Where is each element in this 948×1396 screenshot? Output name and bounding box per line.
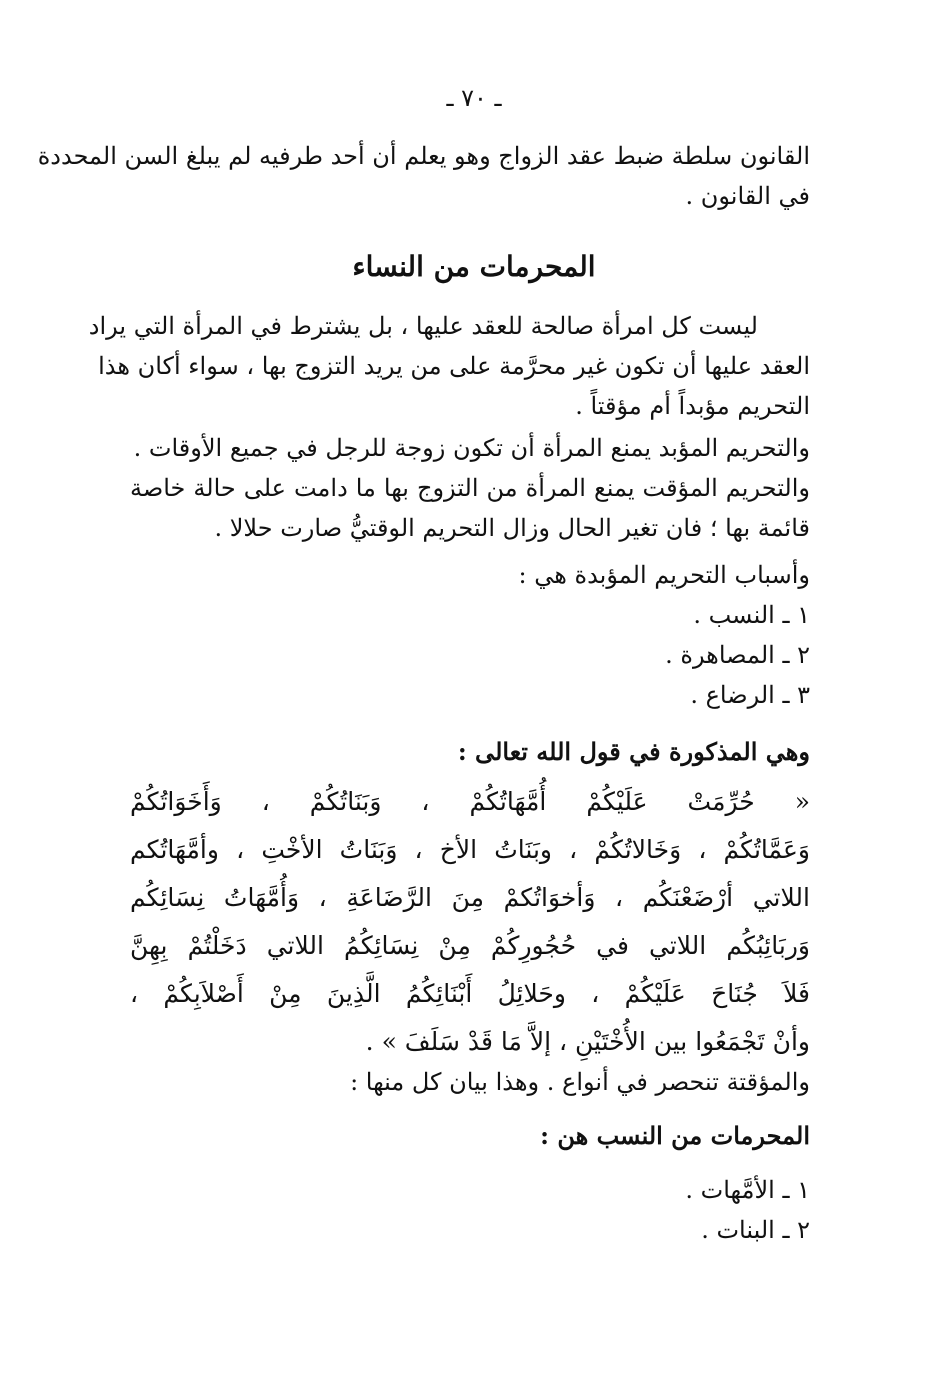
subheading: المحرمات من النسب هن : bbox=[540, 1121, 810, 1150]
list-item: ٣ ـ الرضاع . bbox=[690, 681, 810, 709]
paragraph-definition bbox=[88, 306, 810, 426]
list-item: ١ ـ الأمَّهات . bbox=[685, 1176, 810, 1204]
text-line: والتحريم المؤبد يمنع المرأة أن تكون زوجة للرجل في جميع الأوقات . bbox=[133, 434, 810, 462]
text-line: العقد عليها أن تكون غير محرَّمة على من يريد التزوج بها ، سواء أكان هذا bbox=[98, 352, 810, 380]
subheading: وهي المذكورة في قول الله تعالى : bbox=[457, 737, 810, 766]
text-line: في القانون . bbox=[685, 182, 810, 210]
verse-intro bbox=[130, 732, 810, 772]
text-line: القانون سلطة ضبط عقد الزواج وهو يعلم أن أحد طرفيه لم يبلغ السن المحددة bbox=[37, 142, 810, 170]
list-item: ٢ ـ المصاهرة . bbox=[665, 641, 810, 669]
text-line: والتحريم المؤقت يمنع المرأة من التزوج بها ما دامت على حالة خاصة bbox=[130, 474, 810, 502]
verse-line: وَربَائِبُكُم اللاتي في حُجُورِكُمْ مِنْ نِسَائِكُمُ اللاتي دَخَلْتُمْ بِهِنَّ bbox=[130, 931, 810, 960]
section-title: المحرمات من النساء bbox=[352, 250, 596, 283]
paragraph-temporary bbox=[130, 468, 810, 548]
list-item: ١ ـ النسب . bbox=[693, 601, 810, 629]
paragraph-permanent bbox=[130, 428, 810, 468]
verse-line: وأنْ تَجْمَعُوا بين الأُخْتَيْنِ ، إلاَّ مَا قَدْ سَلَفَ » . bbox=[365, 1027, 810, 1056]
intro-paragraph bbox=[37, 136, 810, 216]
list-item: ٢ ـ البنات . bbox=[701, 1216, 810, 1244]
temporary-intro bbox=[130, 1062, 810, 1102]
quran-verse bbox=[130, 778, 810, 1066]
verse-line: وَعَمَّاتُكُمْ ، وَخَالاتُكُمْ ، وبَنَاتُ الأخ ، وَبَنَاتُ الأخْتِ ، وأمَّهَاتُكم bbox=[130, 835, 810, 864]
text-line: التحريم مؤبداً أم مؤقتاً . bbox=[575, 392, 810, 420]
verse-line: اللاتي أرْضَعْنَكُم ، وَأخوَاتُكمْ مِنَ الرَّضَاعَةِ ، وَأُمَّهَاتُ نِسَائِكُم bbox=[130, 883, 810, 912]
causes-intro: وأسباب التحريم المؤبدة هي : bbox=[518, 561, 810, 589]
text-line: قائمة بها ؛ فان تغير الحال وزال التحريم الوقتيُّ صارت حلالا . bbox=[214, 514, 810, 542]
text-line: ليست كل امرأة صالحة للعقد عليها ، بل يشترط في المرأة التي يراد bbox=[88, 312, 758, 340]
causes-list bbox=[130, 555, 810, 715]
verse-line: « حُرِّمَتْ عَلَيْكُمْ أُمَّهَاتُكُمْ ، وَبَنَاتُكُمْ ، وَأَخَوَاتُكُمْ bbox=[130, 787, 810, 816]
lineage-list bbox=[130, 1170, 810, 1250]
lineage-section bbox=[130, 1116, 810, 1156]
verse-line: فَلاَ جُنَاحَ عَلَيْكُمْ ، وحَلائِلُ أَبْنَائِكُمُ الَّذِينَ مِنْ أَصْلاَبِكُمْ ، bbox=[130, 979, 810, 1008]
text-line: والمؤقتة تنحصر في أنواع . وهذا بيان كل منها : bbox=[350, 1068, 810, 1096]
page-number: ـ ٧٠ ـ bbox=[446, 84, 502, 112]
